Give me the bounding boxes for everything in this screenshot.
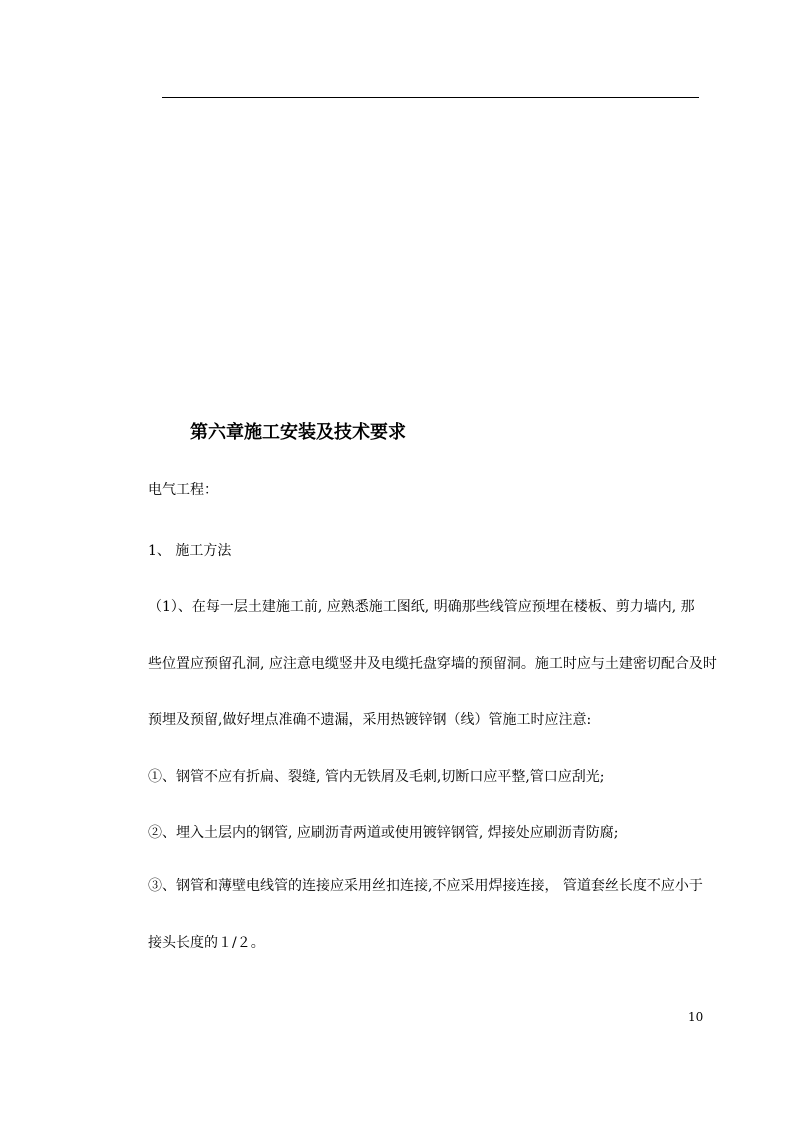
header-rule bbox=[162, 97, 699, 98]
paragraph-line: （1）、在每一层土建施工前, 应熟悉施工图纸, 明确那些线管应预埋在楼板、剪力墙内, 那 bbox=[148, 599, 695, 615]
list-item: ③、钢管和薄壁电线管的连接应采用丝扣连接,不应采用焊接连接， 管道套丝长度不应小于 bbox=[148, 878, 703, 894]
list-item: ①、钢管不应有折扁、裂缝, 管内无铁屑及毛刺,切断口应平整,管口应刮光; bbox=[148, 769, 605, 785]
paragraph-line: 预埋及预留,做好埋点准确不遗漏，采用热镀锌钢（线）管施工时应注意: bbox=[148, 712, 592, 728]
list-item: 接头长度的１/２。 bbox=[148, 935, 265, 951]
paragraph-line: 些位置应预留孔洞, 应注意电缆竖井及电缆托盘穿墙的预留洞。施工时应与土建密切配合及时 bbox=[148, 656, 717, 672]
list-item: ②、埋入土层内的钢管, 应刷沥青两道或使用镀锌钢管, 焊接处应刷沥青防腐; bbox=[148, 825, 619, 841]
subsection-heading: 1、 施工方法 bbox=[148, 543, 232, 559]
section-heading: 电气工程： bbox=[148, 482, 218, 498]
page-number: 10 bbox=[688, 1010, 704, 1024]
chapter-title: 第六章施工安装及技术要求 bbox=[190, 422, 406, 443]
